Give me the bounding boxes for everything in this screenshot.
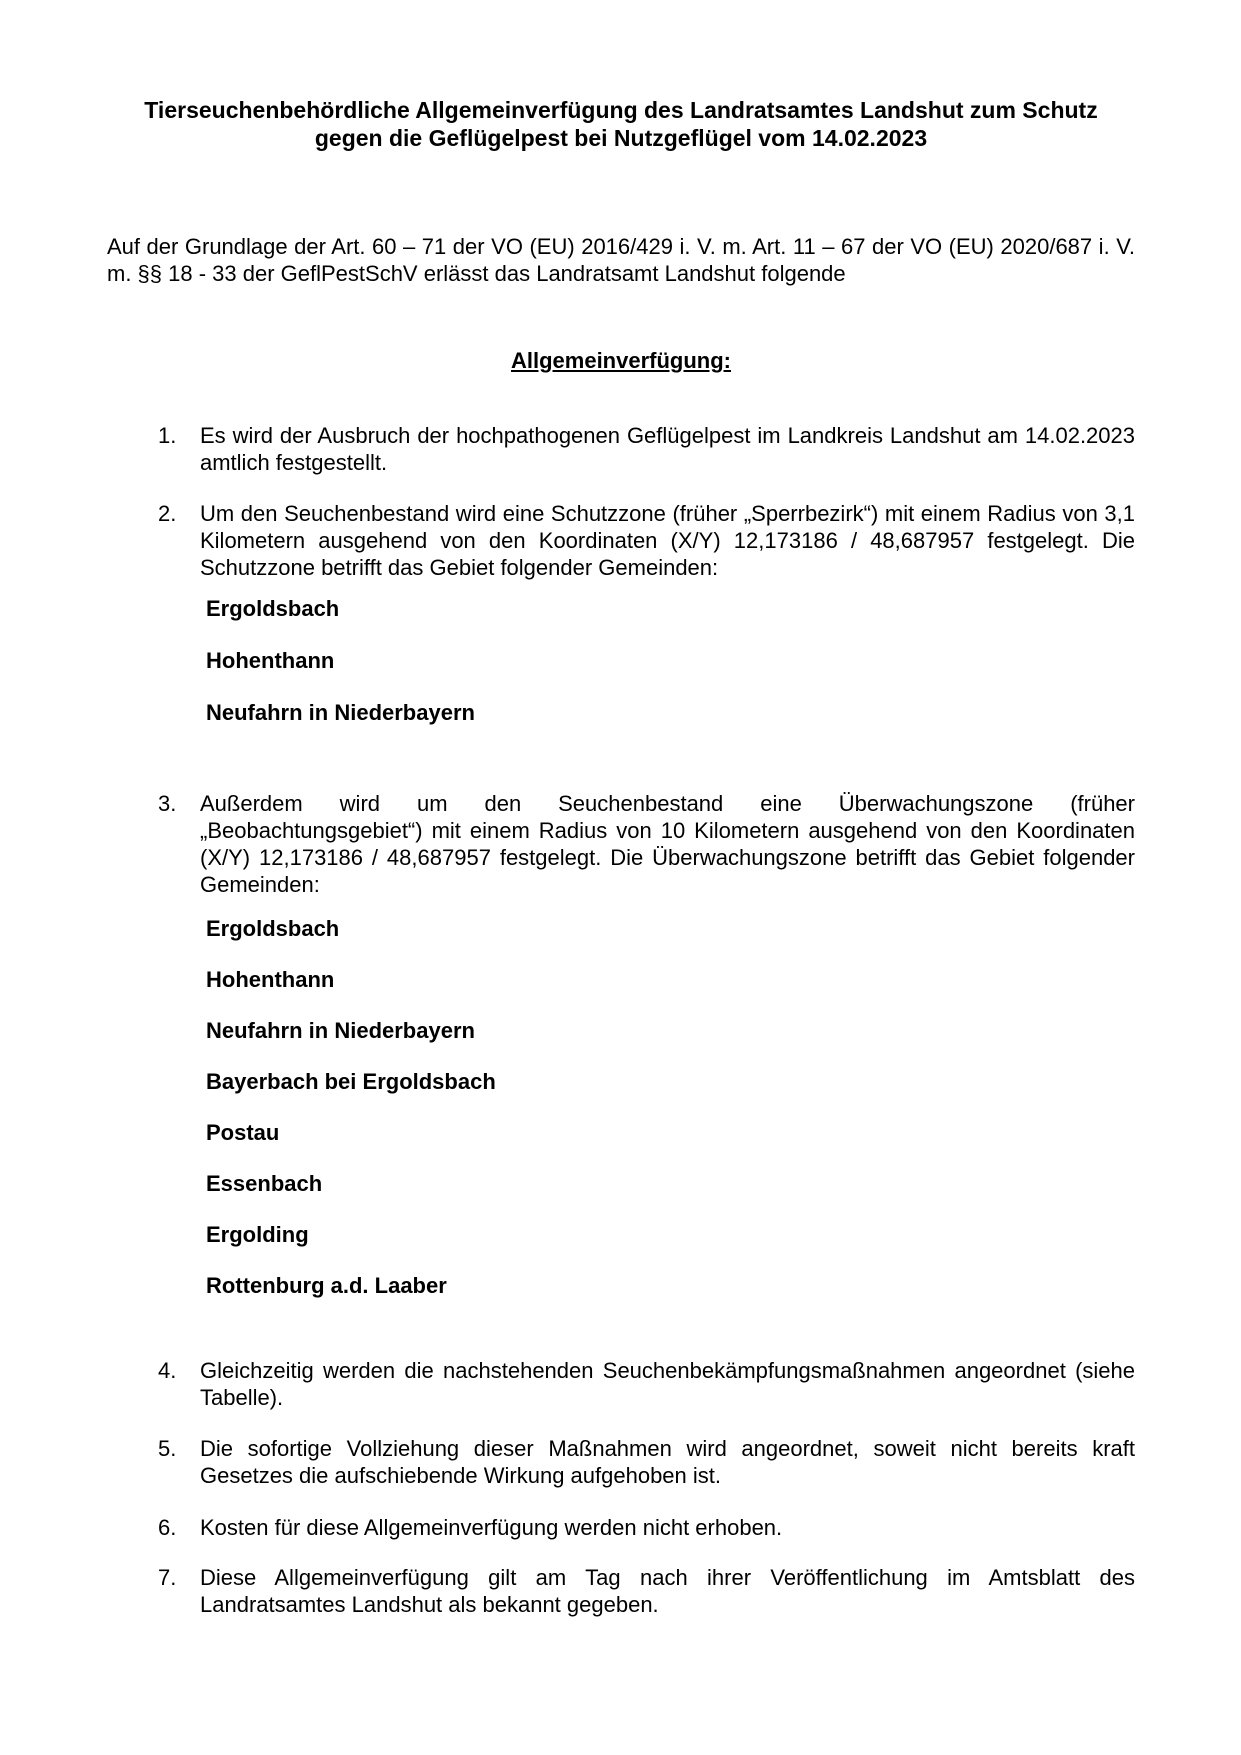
municipality: Neufahrn in Niederbayern <box>206 1018 475 1043</box>
item-number: 6. <box>158 1515 177 1540</box>
municipality: Hohenthann <box>206 648 335 673</box>
section-heading: Allgemeinverfügung: <box>510 348 731 373</box>
municipality: Postau <box>206 1120 280 1145</box>
municipality: Hohenthann <box>206 967 335 992</box>
municipality: Bayerbach bei Ergoldsbach <box>206 1069 496 1094</box>
municipality: Ergolding <box>206 1222 309 1247</box>
decree-item-3 <box>158 790 1135 1299</box>
item-text: Es wird der Ausbruch der hochpathogenen Geflügelpest im Landkreis Landshut am 14.02.2023 amtlich festgestellt. <box>200 423 1135 475</box>
item-text: Gleichzeitig werden die nachstehenden Seuchenbekämpfungsmaßnahmen angeordnet (siehe Tabelle). <box>200 1358 1135 1410</box>
item-number: 3. <box>158 791 177 816</box>
section-heading-row <box>107 347 1135 374</box>
municipality: Ergoldsbach <box>206 916 340 941</box>
decree-item-4 <box>158 1357 1135 1411</box>
surveillance-zone-municipality-list <box>206 915 1135 1299</box>
decree-item-list <box>158 422 1135 1618</box>
document-title <box>107 96 1135 152</box>
municipality: Essenbach <box>206 1171 323 1196</box>
item-text: Die sofortige Vollziehung dieser Maßnahmen wird angeordnet, soweit nicht bereits kraft Gesetzes die aufschiebende Wirkung aufgehoben ist. <box>200 1436 1135 1488</box>
document-title-line-1: Tierseuchenbehördliche Allgemeinverfügung des Landratsamtes Landshut zum Schutz <box>144 97 1098 123</box>
item-number: 5. <box>158 1436 177 1461</box>
decree-item-1 <box>158 422 1135 476</box>
municipality: Rottenburg a.d. Laaber <box>206 1273 447 1298</box>
municipality: Neufahrn in Niederbayern <box>206 700 475 725</box>
item-number: 1. <box>158 423 177 448</box>
decree-item-7 <box>158 1564 1135 1618</box>
item-text: Außerdem wird um den Seuchenbestand eine Überwachungszone (früher „Beobachtungsgebiet“) mit einem Radius von 10 Kilometern ausgehend von den Koordinaten (X/Y) 12,173186 / 48,687957 festgelegt. Die Überwachungszone betrifft das Gebiet folgender Gemeinden: <box>200 791 1135 897</box>
item-text: Diese Allgemeinverfügung gilt am Tag nach ihrer Veröffentlichung im Amtsblatt des Landratsamtes Landshut als bekannt gegeben. <box>200 1565 1135 1617</box>
legal-basis-paragraph: Auf der Grundlage der Art. 60 – 71 der VO (EU) 2016/429 i. V. m. Art. 11 – 67 der VO (EU) 2020/687 i. V. m. §§ 18 - 33 der GeflPestSchV erlässt das Landratsamt Landshut folgende <box>107 234 1135 286</box>
decree-item-5 <box>158 1435 1135 1489</box>
item-text: Um den Seuchenbestand wird eine Schutzzone (früher „Sperrbezirk“) mit einem Radius von 3,1 Kilometern ausgehend von den Koordinaten (X/Y) 12,173186 / 48,687957 festgelegt. Die Schutzzone betrifft das Gebiet folgender Gemeinden: <box>200 501 1135 580</box>
item-number: 7. <box>158 1565 177 1590</box>
municipality: Ergoldsbach <box>206 596 340 621</box>
protection-zone-municipality-list <box>206 595 1135 726</box>
item-number: 2. <box>158 501 177 526</box>
item-number: 4. <box>158 1358 177 1383</box>
decree-item-2 <box>158 500 1135 726</box>
document-title-line-2: gegen die Geflügelpest bei Nutzgeflügel vom 14.02.2023 <box>314 125 928 151</box>
decree-item-6 <box>158 1514 1135 1541</box>
item-text: Kosten für diese Allgemeinverfügung werden nicht erhoben. <box>200 1515 783 1540</box>
